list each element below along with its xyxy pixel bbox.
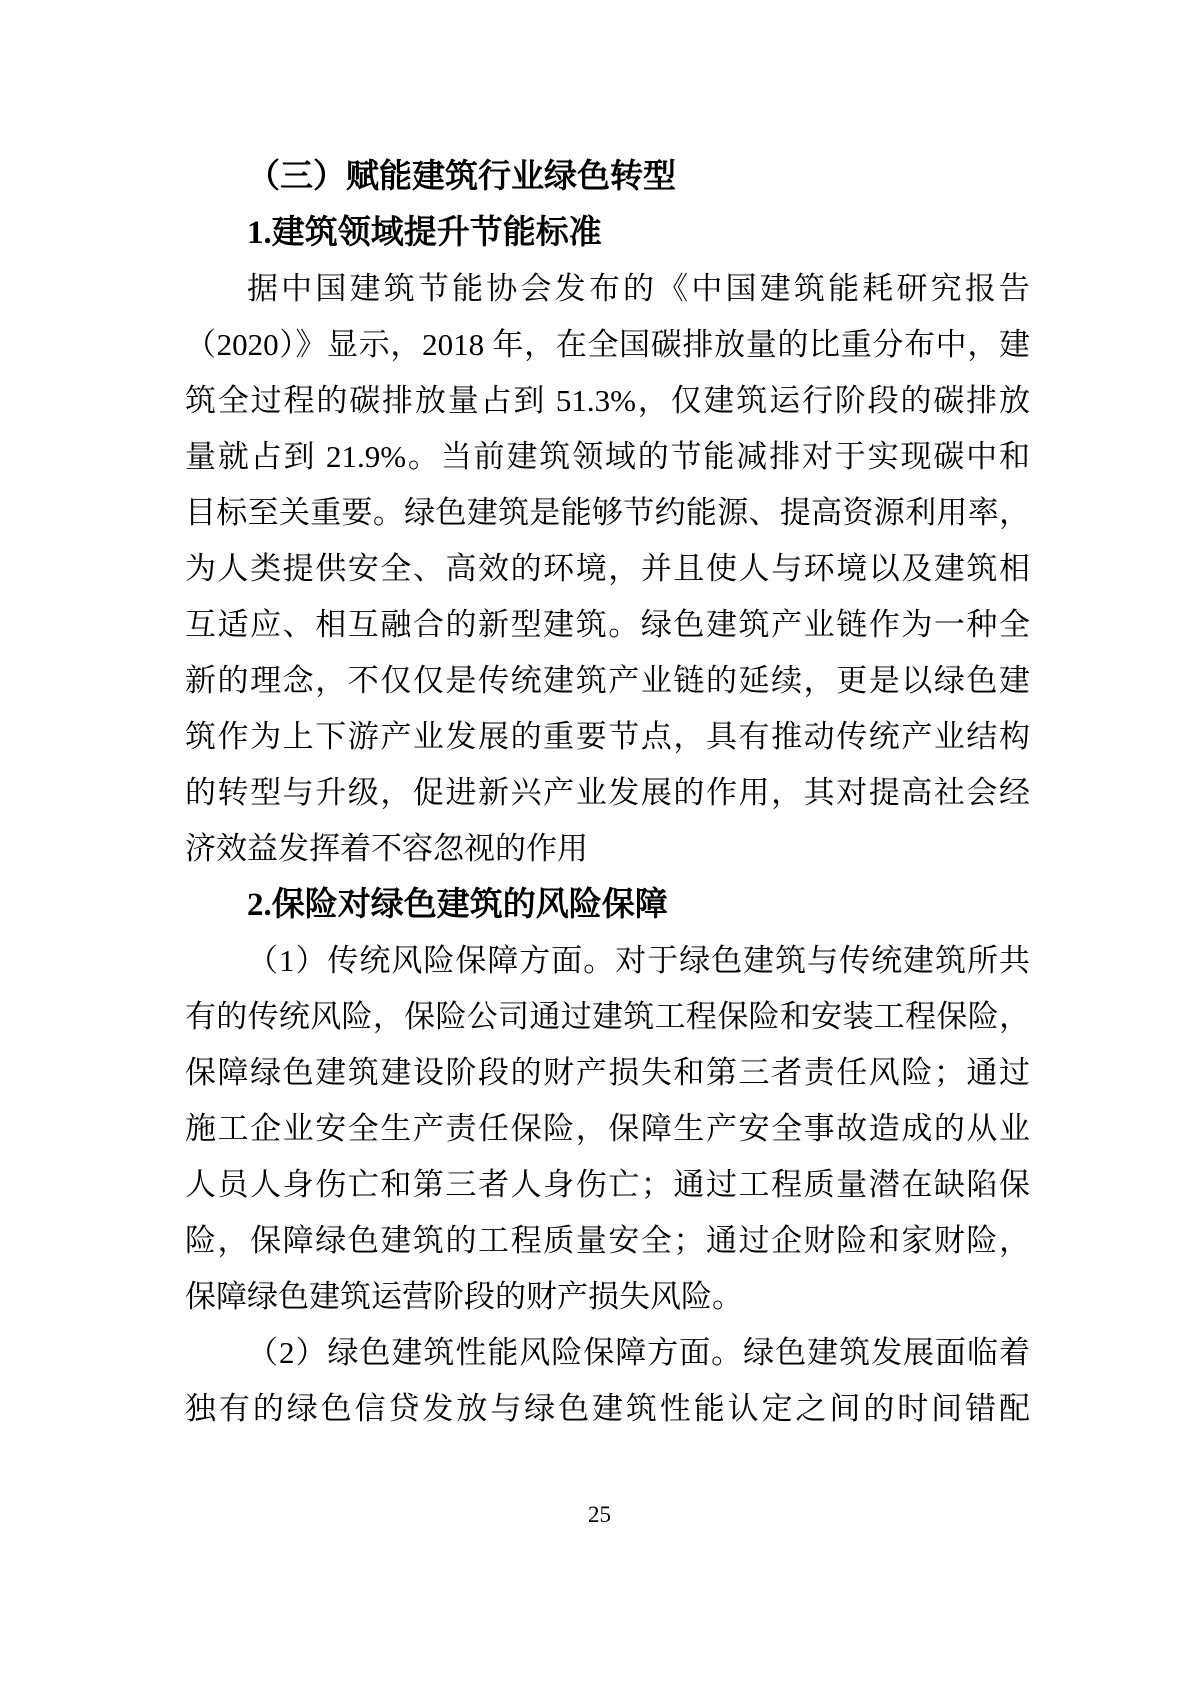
paragraph-1-line-1: 据中国建筑节能协会发布的《中国建筑能耗研究报告 — [247, 271, 1030, 306]
paragraph-2-line-2: 有的传统风险，保险公司通过建筑工程保险和安装工程保险， — [185, 999, 1030, 1034]
paragraph-1-line-5: 目标至关重要。绿色建筑是能够节约能源、提高资源利用率， — [185, 495, 1030, 530]
paragraph-2-line-3: 保障绿色建筑建设阶段的财产损失和第三者责任风险；通过 — [185, 1055, 1030, 1090]
paragraph-3-line-2: 独有的绿色信贷发放与绿色建筑性能认定之间的时间错配 — [185, 1391, 1030, 1426]
subsection-heading-1: 1.建筑领域提升节能标准 — [247, 215, 602, 251]
paragraph-2-line-4: 施工企业安全生产责任保险，保障生产安全事故造成的从业 — [185, 1111, 1030, 1146]
paragraph-1-line-4: 量就占到 21.9%。当前建筑领域的节能减排对于实现碳中和 — [185, 439, 1030, 474]
paragraph-1-line-6: 为人类提供安全、高效的环境，并且使人与环境以及建筑相 — [185, 551, 1030, 586]
paragraph-1-line-9: 筑作为上下游产业发展的重要节点，具有推动传统产业结构 — [185, 719, 1030, 754]
section-heading: （三）赋能建筑行业绿色转型 — [247, 159, 676, 195]
paragraph-1-line-7: 互适应、相互融合的新型建筑。绿色建筑产业链作为一种全 — [185, 607, 1030, 642]
page-number: 25 — [588, 1502, 611, 1527]
paragraph-1-line-8: 新的理念，不仅仅是传统建筑产业链的延续，更是以绿色建 — [185, 663, 1030, 698]
paragraph-2-line-5: 人员人身伤亡和第三者人身伤亡；通过工程质量潜在缺陷保 — [185, 1167, 1030, 1202]
paragraph-1-line-3: 筑全过程的碳排放量占到 51.3%，仅建筑运行阶段的碳排放 — [185, 383, 1030, 418]
subsection-heading-2: 2.保险对绿色建筑的风险保障 — [247, 887, 668, 923]
document-body — [185, 149, 1030, 1437]
paragraph-3-line-1: （2）绿色建筑性能风险保障方面。绿色建筑发展面临着 — [247, 1335, 1030, 1370]
paragraph-2-line-7: 保障绿色建筑运营阶段的财产损失风险。 — [185, 1279, 743, 1314]
paragraph-2-line-6: 险，保障绿色建筑的工程质量安全；通过企财险和家财险， — [185, 1223, 1030, 1258]
paragraph-1-line-10: 的转型与升级，促进新兴产业发展的作用，其对提高社会经 — [185, 775, 1030, 810]
paragraph-2-line-1: （1）传统风险保障方面。对于绿色建筑与传统建筑所共 — [247, 943, 1030, 978]
paragraph-1-line-2: （2020）》显示，2018 年，在全国碳排放量的比重分布中，建 — [185, 327, 1030, 362]
paragraph-1-line-11: 济效益发挥着不容忽视的作用 — [185, 831, 588, 866]
